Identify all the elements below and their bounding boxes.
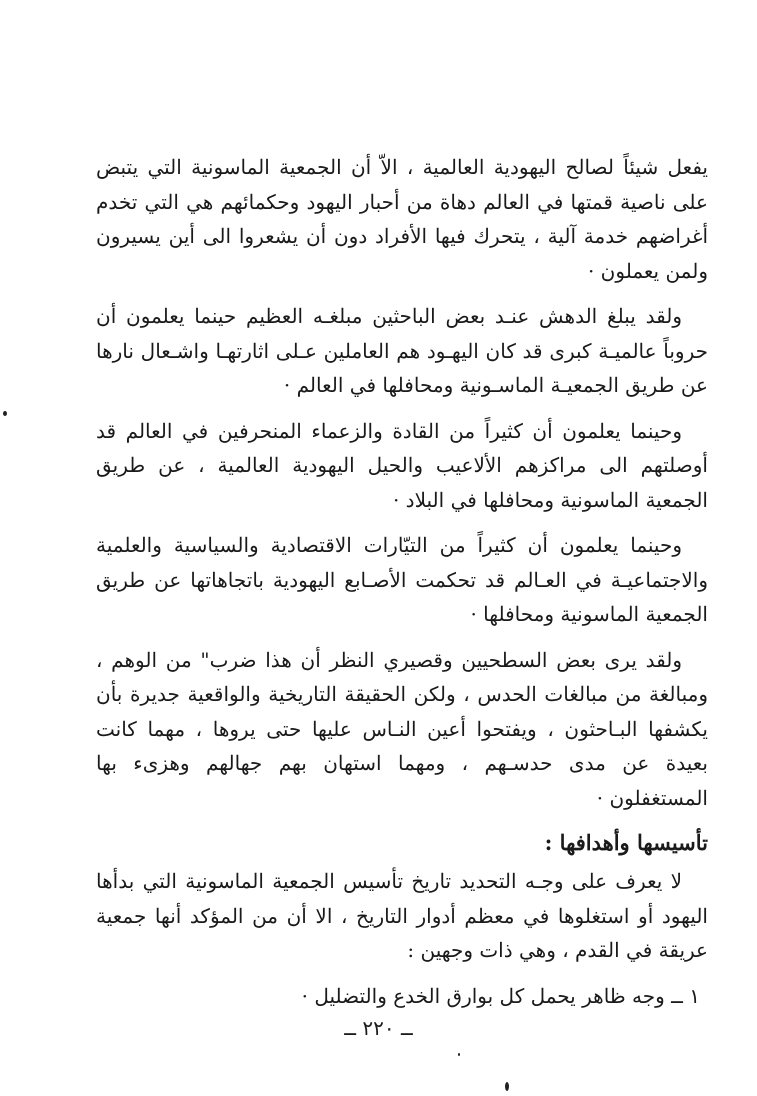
paragraph-2: ولقد يبلغ الدهش عنـد بعض الباحثين مبلغـه العظيم حينما يعلمون أن حروباً عالميـة كبرى قد كان اليهـود هم العاملين عـلى اثارتهـا واشـعال نارها عن طريق الجمعيـة الماسـونية ومحافلها في العالم · (96, 304, 708, 397)
section-heading: تأسيسها وأهدافها : (544, 830, 708, 855)
scan-speck (3, 411, 7, 416)
paragraph-1: يفعل شيئاً لصالح اليهودية العالمية ، الاّ أن الجمعية الماسونية التي يتبض على ناصية قمتها في العالم دهاة من أحبار اليهود وحكمائهم هي التي تخدم أغراضهم خدمة آلية ، يتحرك فيها الأفراد دون أن يشعروا الى أين يسيرون ولمن يعملون · (96, 155, 708, 283)
section-paragraph: لا يعرف على وجـه التحديد تاريخ تأسيس الجمعية الماسونية التي بدأها اليهود أو استغلوها في معظم أدوار التاريخ ، الا أن من المؤكد أنها جمعية عريقة في القدم ، وهي ذات وجهين : (96, 869, 708, 962)
list-item-1: ١ ــ وجه ظاهر يحمل كل بوارق الخدع والتضليل · (301, 983, 700, 1008)
paragraph-3: وحينما يعلمون أن كثيراً من القادة والزعماء المنحرفين في العالم قد أوصلتهم الى مراكزهم الألاعيب والحيل اليهودية العالمية ، عن طريق الجمعية الماسونية ومحافلها في البلاد · (96, 418, 708, 512)
page-number: ــ ٢٢٠ ــ (344, 1016, 413, 1040)
paragraph-4: وحينما يعلمون أن كثيراً من التيّارات الاقتصادية والسياسية والعلمية والاجتماعيـة في العـالم قد تحكمت الأصـابع اليهودية باتجاهاتها عن طريق الجمعية الماسونية ومحافلها · (96, 533, 708, 626)
scan-speck (458, 1053, 460, 1056)
page-body (96, 150, 708, 1013)
scan-speck (505, 1082, 509, 1091)
paragraph-5: ولقد يرى بعض السطحيين وقصيري النظر أن هذا ضرب" من الوهم ، ومبالغة من مبالغات الحدس ، ولكن الحقيقة التاريخية والواقعية جديرة بأن يكشفها البـاحثون ، ويفتحوا أعين النـاس عليها حتى يروها ، مهما كانت بعيدة عن مدى حدسـهم ، ومهما استهان بهم جهالهم وهزىء بها المستغفلون · (96, 647, 709, 810)
